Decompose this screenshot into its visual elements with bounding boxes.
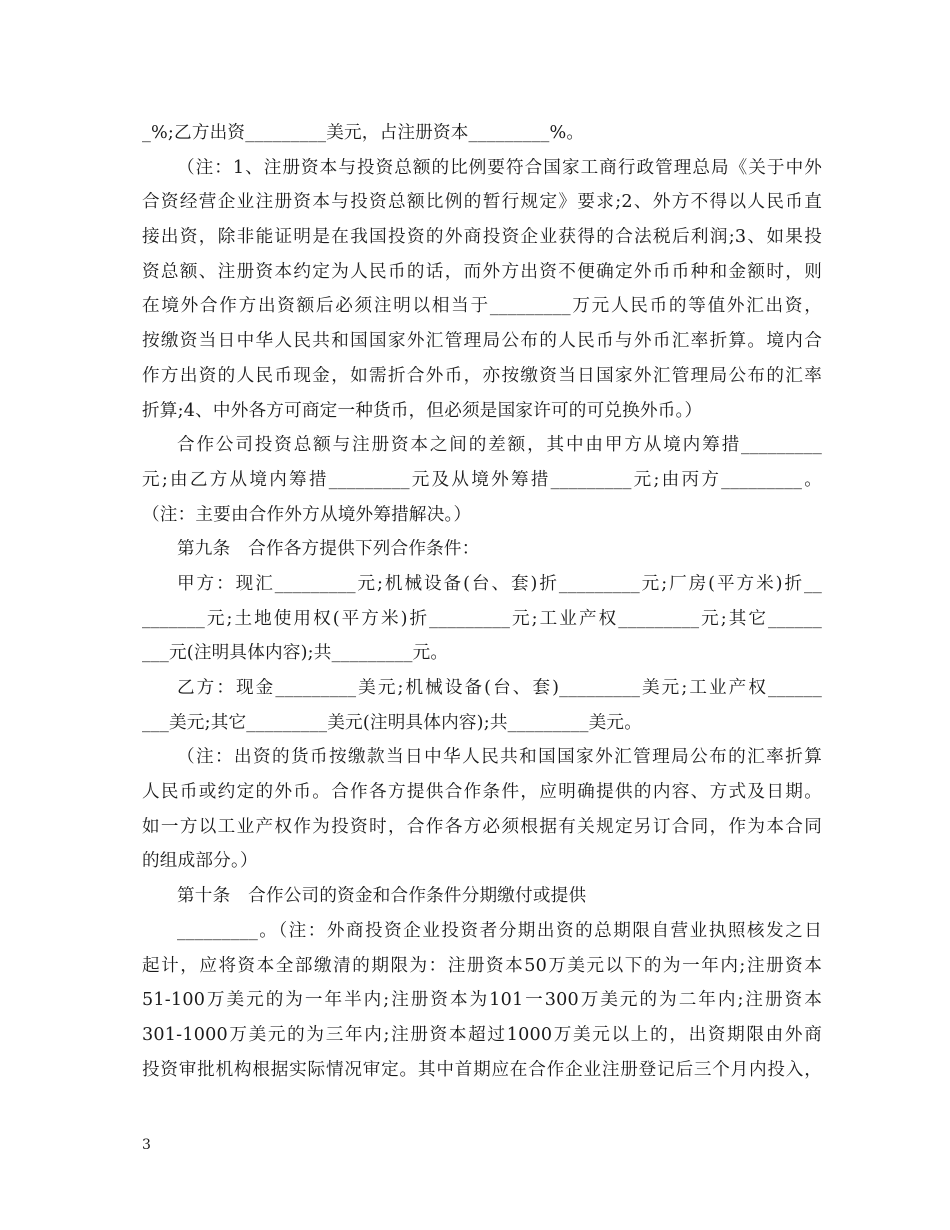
text-line: 甲方：现汇_________元;机械设备(台、套)折_________元;厂房(平方米)折__ (177, 573, 822, 594)
text-line: 在境外合作方出资额后必须注明以相当于_________万元人民币的等值外汇出资， (142, 296, 822, 317)
text-line: 的组成部分。） (142, 851, 258, 872)
text-line: 乙方：现金_________美元;机械设备(台、套)_________美元;工业产权______ (177, 678, 822, 698)
text-line: _______元;土地使用权(平方米)折_________元;工业产权_________元;其它______ (142, 608, 822, 629)
text-line: （注：1、注册资本与投资总额的比例要符合国家工商行政管理总局《关于中外 (177, 157, 822, 178)
section-heading: 第九条 合作各方提供下列合作条件： (177, 539, 480, 560)
text-line: 资总额、注册资本约定为人民币的话，而外方出资不便确定外币币种和金额时，则 (142, 261, 822, 282)
text-line: ___美元;其它_________美元(注明具体内容);共_________美元。 (142, 712, 643, 733)
text-line: 人民币或约定的外币。合作各方提供合作条件，应明确提供的内容、方式及日期。 (142, 782, 822, 803)
text-line: 51-100万美元的为一年半内;注册资本为101一300万美元的为二年内;注册资本 (142, 990, 822, 1011)
text-line: 合作公司投资总额与注册资本之间的差额，其中由甲方从境内筹措_________ (177, 435, 822, 456)
document-body (142, 116, 822, 1087)
text-line: 投资审批机构根据实际情况审定。其中首期应在合作企业注册登记后三个月内投入， (142, 1059, 822, 1080)
section-heading: 第十条 合作公司的资金和合作条件分期缴付或提供 (177, 886, 587, 907)
text-line: （注：出资的货币按缴款当日中华人民共和国国家外汇管理局公布的汇率折算 (177, 747, 822, 768)
page-number: 3 (142, 1137, 151, 1153)
text-line: （注：主要由合作外方从境外筹措解决。） (142, 504, 472, 525)
text-line: 折算;4、中外各方可商定一种货币，但必须是国家许可的可兑换外币。） (142, 400, 703, 421)
text-line: _________。（注：外商投资企业投资者分期出资的总期限自营业执照核发之日 (177, 920, 822, 941)
text-line: 作方出资的人民币现金，如需折合外币，亦按缴资当日国家外汇管理局公布的汇率 (142, 365, 822, 386)
text-line: 合资经营企业注册资本与投资总额比例的暂行规定》要求;2、外方不得以人民币直 (142, 192, 822, 213)
text-line: 301-1000万美元的为三年内;注册资本超过1000万美元以上的，出资期限由外商 (142, 1024, 822, 1045)
text-line: _%;乙方出资_________美元，占注册资本_________%。 (142, 123, 585, 143)
text-line: 起计，应将资本全部缴清的期限为：注册资本50万美元以下的为一年内;注册资本 (142, 955, 822, 976)
text-line: 如一方以工业产权作为投资时，合作各方必须根据有关规定另订合同，作为本合同 (142, 816, 822, 837)
text-line: 接出资，除非能证明是在我国投资的外商投资企业获得的合法税后利润;3、如果投 (142, 227, 822, 248)
text-line: 按缴资当日中华人民共和国国家外汇管理局公布的人民币与外币汇率折算。境内合 (142, 331, 822, 352)
text-line: 元;由乙方从境内筹措_________元及从境外筹措_________元;由丙方_________。 (142, 469, 822, 490)
text-line: ___元(注明具体内容);共_________元。 (142, 643, 449, 664)
